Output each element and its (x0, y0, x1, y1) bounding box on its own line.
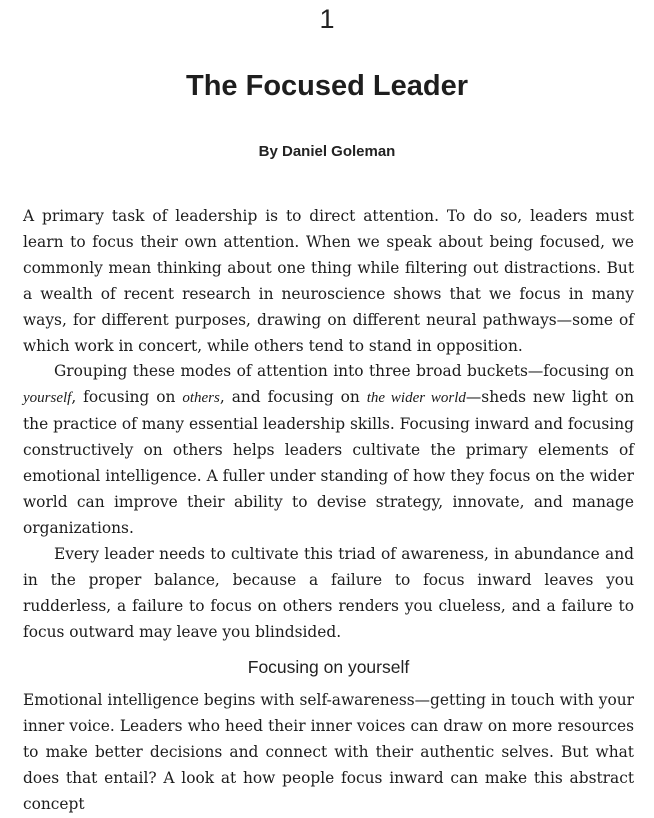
author-byline: By Daniel Goleman (258, 143, 396, 160)
paragraph-triad: Every leader needs to cultivate this triad of awareness, in abundance and in the proper balance, because a failure to focus inward leaves you rudderless, a failure to focus on others renders you clueless, and a failure to focus outward may leave you blindsided. (23, 544, 634, 641)
paragraph-text: —sheds new light on the practice of many essential leadership skills. Focusing inward and focusing constructively on others helps leaders cultivate the primary elements of emotional intelligence. A fuller under standing of how they focus on the wider world can improve their ability to devise strategy, innovate, and manage organizations. (23, 388, 634, 537)
paragraph-text: , and focusing on (219, 388, 367, 407)
paragraph-text: , focusing on (71, 388, 183, 407)
section-heading-focusing-on-yourself: Focusing on yourself (247, 657, 410, 678)
paragraph-self-awareness: Emotional intelligence begins with self-awareness—getting in touch with your inner voice. Leaders who heed their inner voices can draw on more resources to make better decisions and connect with their authentic selves. But what does that entail? A look at how people focus inward can make this abstract concept (23, 691, 634, 814)
chapter-title: The Focused Leader (185, 70, 468, 102)
emphasis-wider-world: the wider world (366, 390, 466, 407)
paragraph-three-buckets (23, 359, 634, 541)
chapter-number: 1 (319, 4, 335, 34)
chapter-body (23, 204, 634, 818)
paragraph-text: Grouping these modes of attention into three broad buckets—focusing on (54, 362, 634, 381)
paragraph-intro: A primary task of leadership is to direct attention. To do so, leaders must learn to focus their own attention. When we speak about being focused, we commonly mean thinking about one thing while filtering out distractions. But a wealth of recent research in neuroscience shows that we focus in many ways, for different purposes, drawing on different neural pathways—some of which work in concert, while others tend to stand in opposition. (23, 207, 634, 355)
emphasis-yourself: yourself (23, 390, 72, 407)
emphasis-others: others (182, 390, 220, 407)
